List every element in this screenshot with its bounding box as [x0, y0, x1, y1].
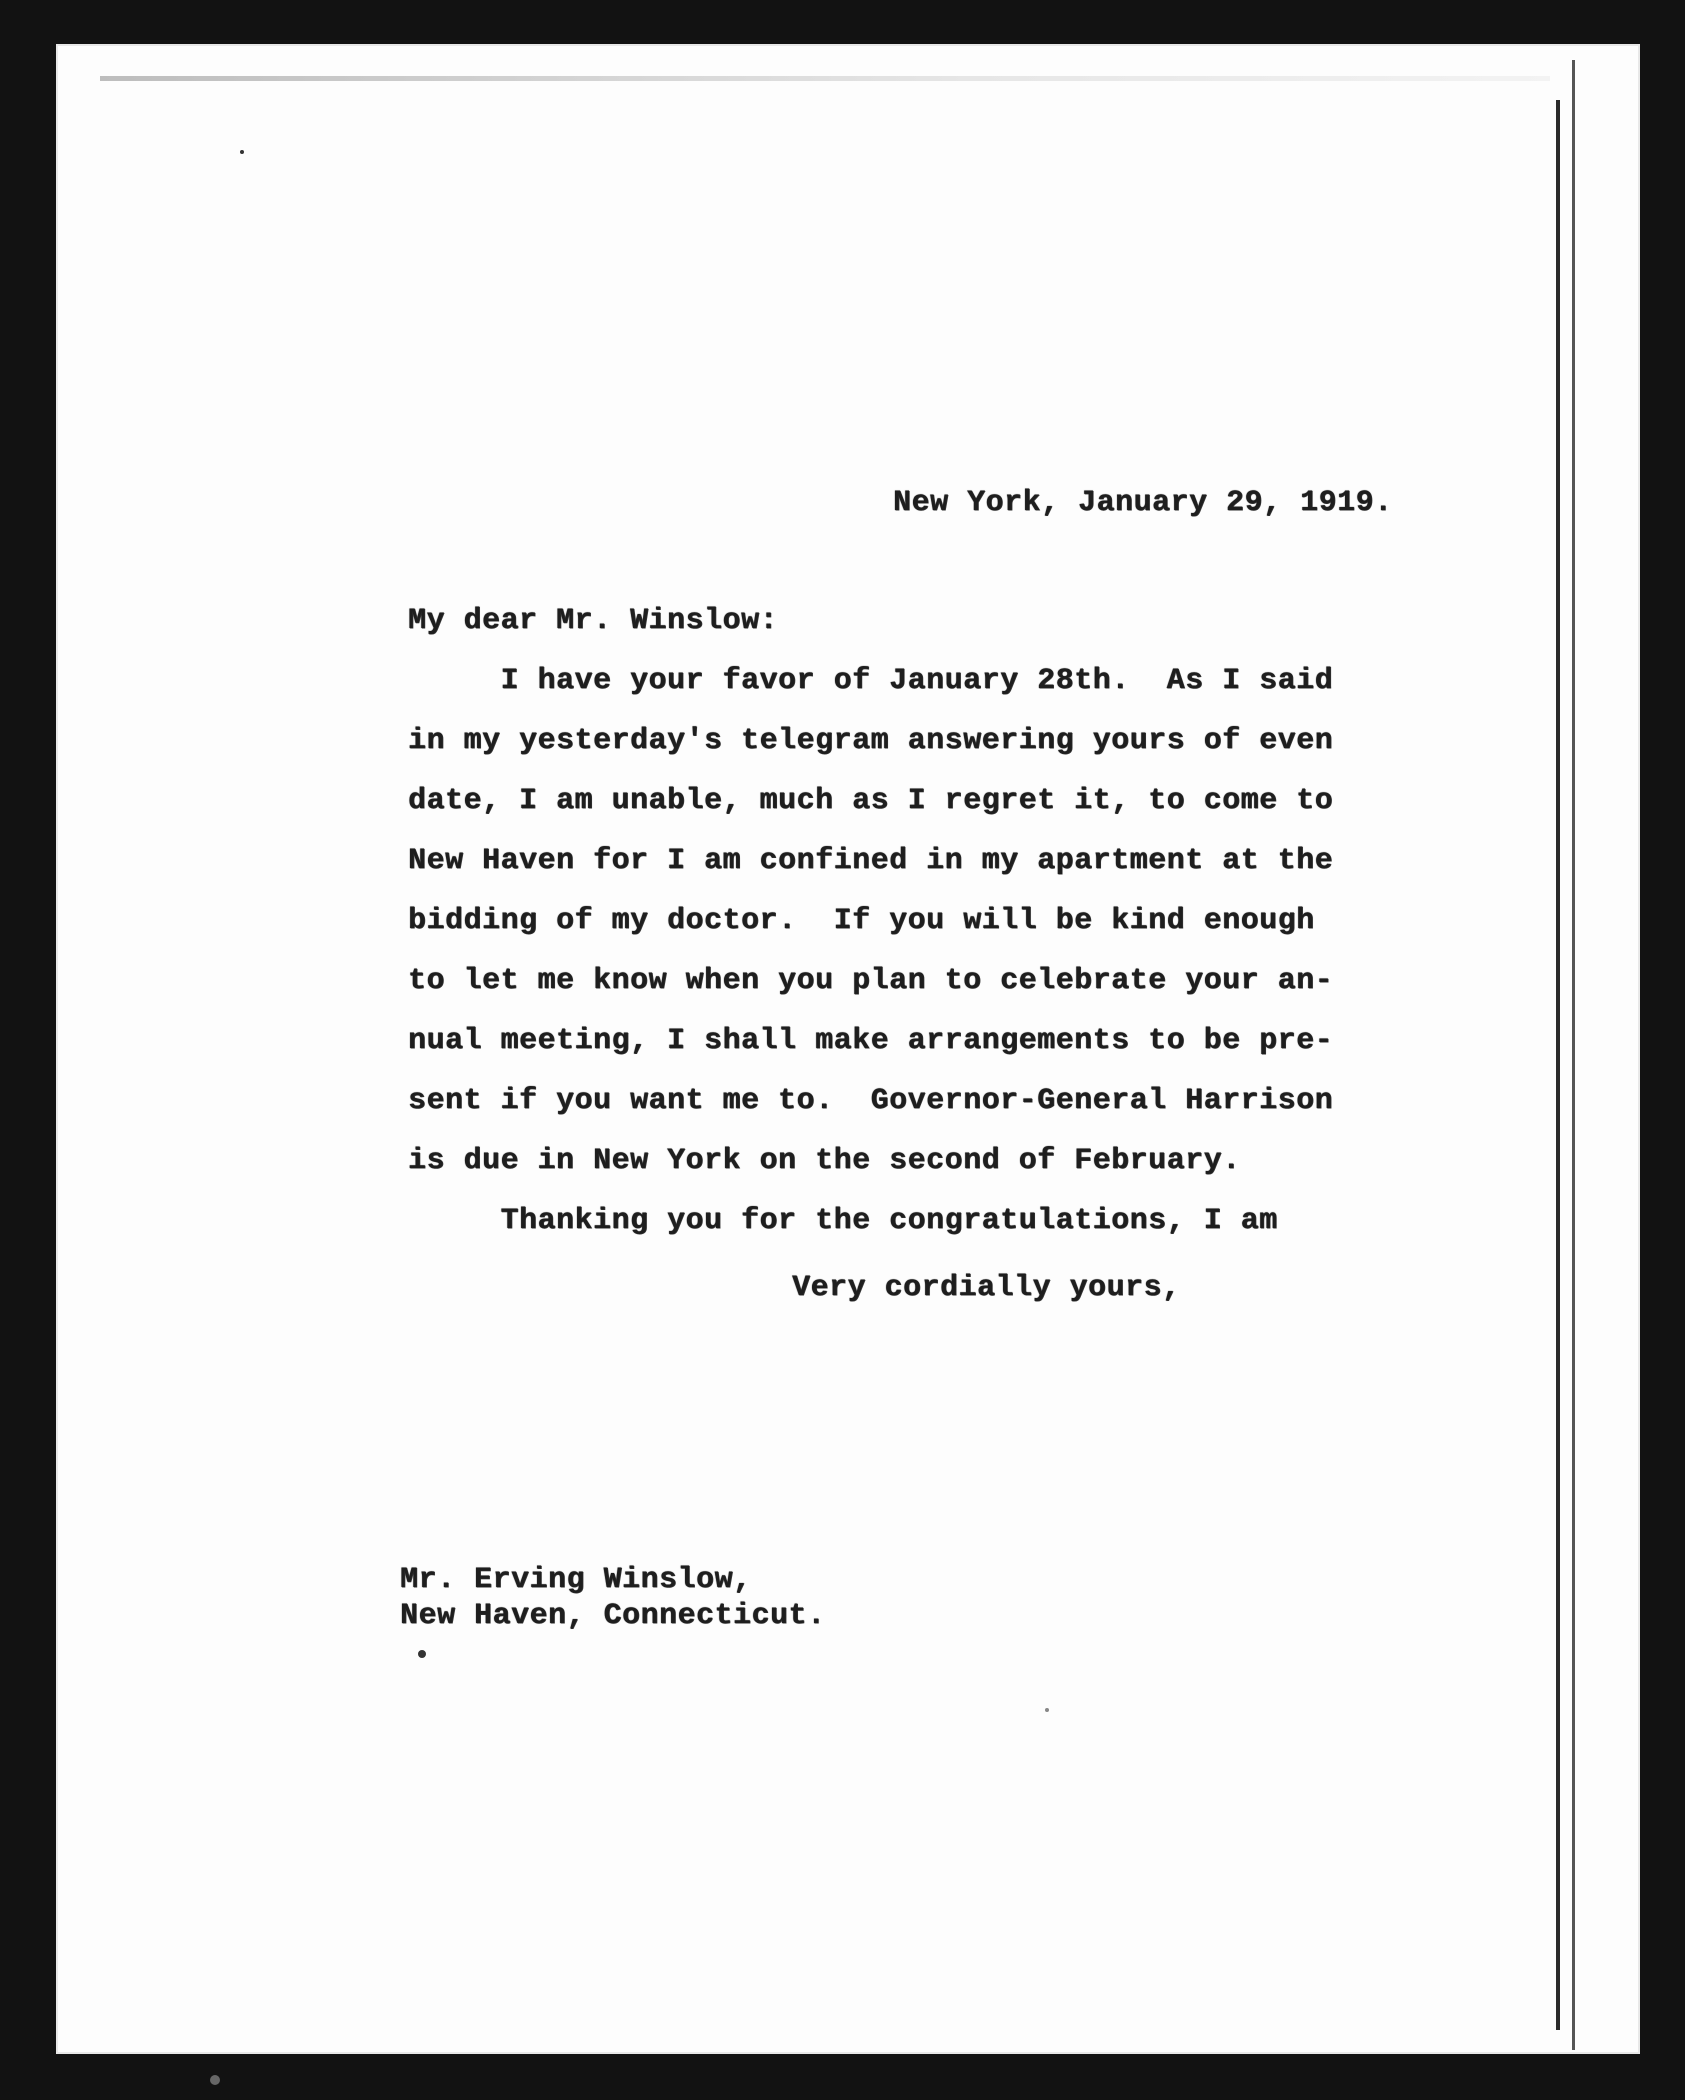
letter-body-line: sent if you want me to. Governor-General Harrison	[408, 1084, 1334, 1118]
letter-body-line: I have your favor of January 28th. As I said	[408, 664, 1334, 698]
recipient-address-line: Mr. Erving Winslow,	[400, 1563, 752, 1597]
recipient-address-line: New Haven, Connecticut.	[400, 1599, 826, 1633]
letter-dateline: New York, January 29, 1919.	[893, 486, 1393, 520]
letter-body-line: date, I am unable, much as I regret it, to come to	[408, 784, 1334, 818]
letter-body-line: Thanking you for the congratulations, I am	[408, 1204, 1278, 1238]
letter-closing: Very cordially yours,	[792, 1271, 1181, 1305]
letter-body-line: is due in New York on the second of February.	[408, 1144, 1241, 1178]
letter-body-line: nual meeting, I shall make arrangements to be pre-	[408, 1024, 1334, 1058]
letter-body-line: New Haven for I am confined in my apartment at the	[408, 844, 1334, 878]
letter-body-line: bidding of my doctor. If you will be kind enough	[408, 904, 1315, 938]
letter-body-line: in my yesterday's telegram answering yours of even	[408, 724, 1334, 758]
letter-body-line: to let me know when you plan to celebrate your an-	[408, 964, 1334, 998]
letter-salutation: My dear Mr. Winslow:	[408, 604, 779, 638]
